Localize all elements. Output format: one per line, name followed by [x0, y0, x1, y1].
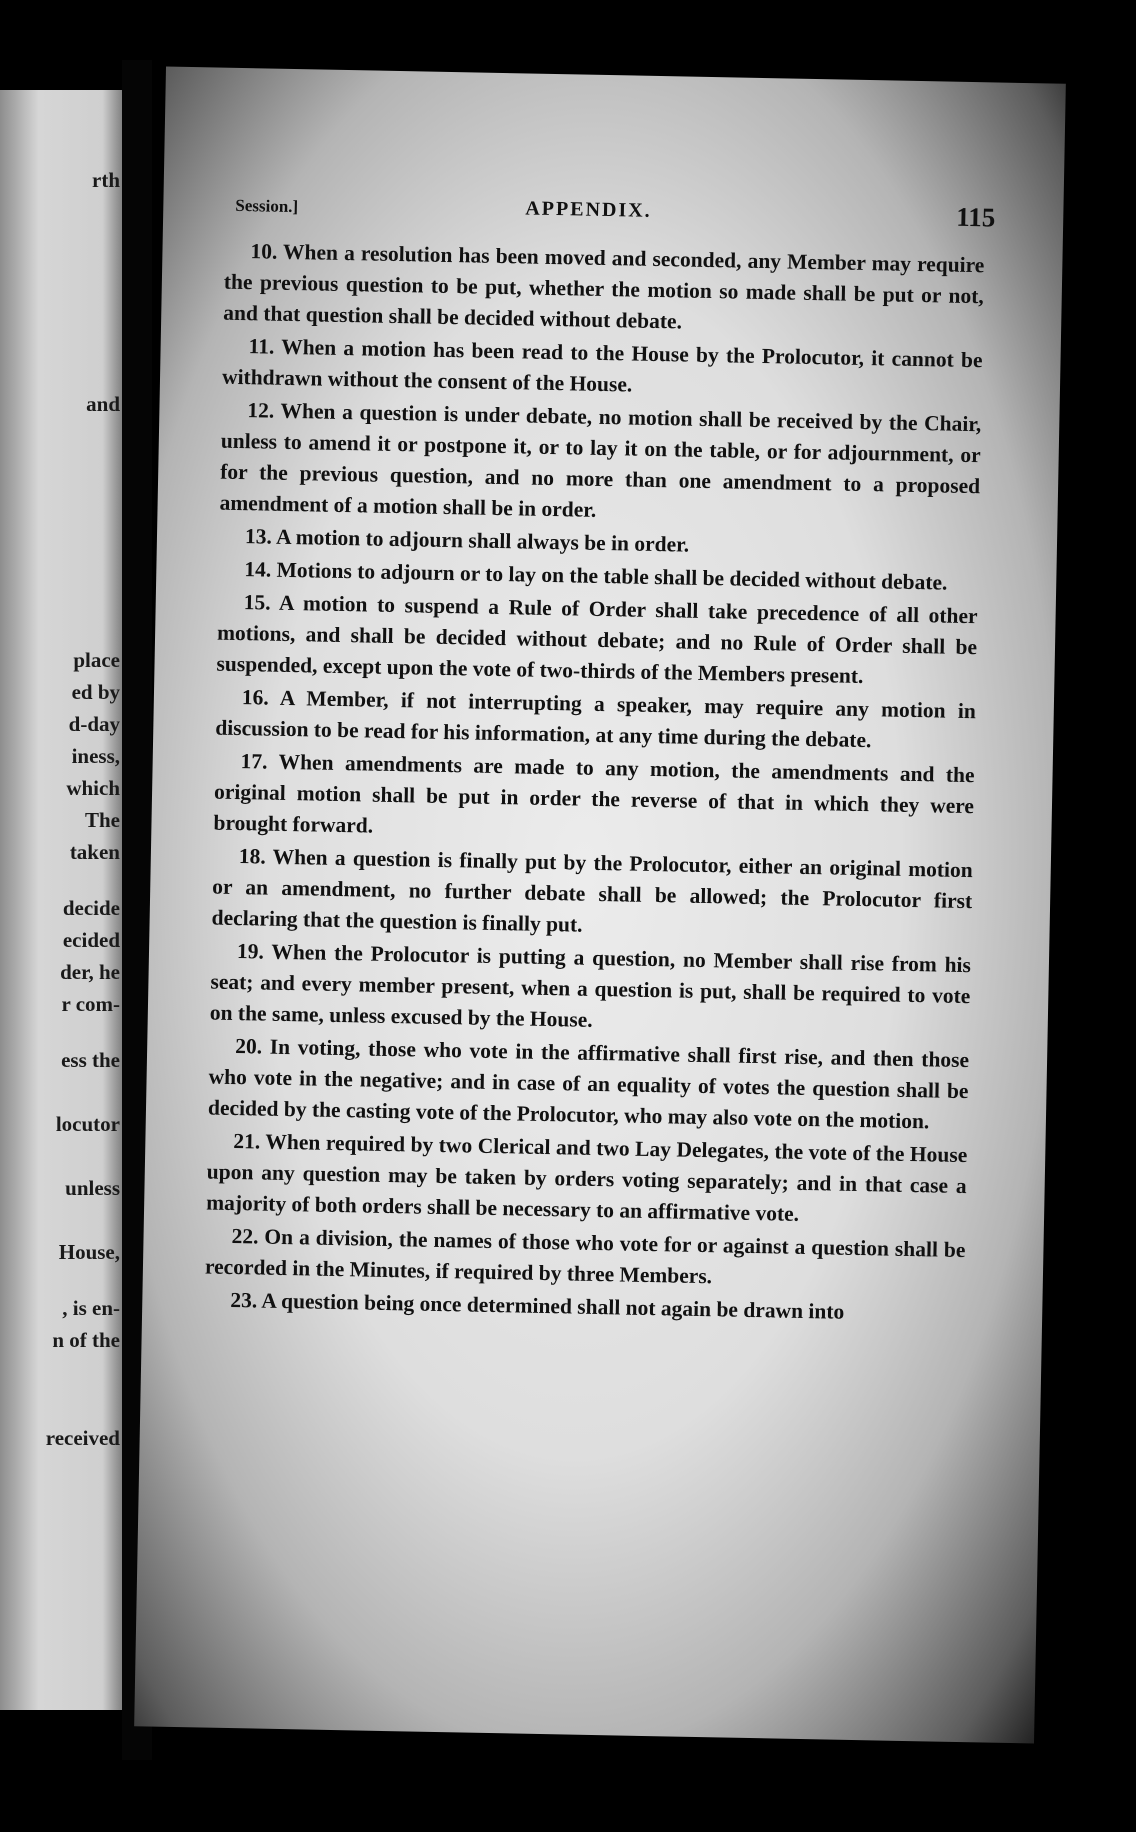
rule-21: 21. When required by two Clerical and two Lay Delegates, the vote of the House upon any question may be taken by orders voting separately; and in that case a majority of both orders shall be necessary to an affirmative vote. — [205, 1129, 968, 1226]
left-fragment: n of the — [52, 1328, 120, 1352]
rule-23: 23. A question being once determined shall not again be drawn into — [230, 1287, 845, 1324]
rule-20: 20. In voting, those who vote in the affirmative shall first rise, and then those who vote in the negative; and in case of an equality of votes the question shall be decided by the casting vote of the Prolocutor, who may also vote on the motion. — [207, 1034, 970, 1134]
rule-15: 15. A motion to suspend a Rule of Order shall take precedence of all other motions, and shall be decided without debate; and no Rule of Order shall be suspended, except upon the vote of two-thirds of the Members present. — [216, 590, 978, 689]
left-fragment: ess the — [61, 1048, 120, 1072]
rule-22: 22. On a division, the names of those who vote for or against a question shall be recorded in the Minutes, if required by three Members. — [204, 1223, 966, 1289]
left-fragment: unless — [65, 1176, 120, 1200]
rule-11: 11. When a motion has been read to the House by the Prolocutor, it cannot be withdrawn without the consent of the House. — [221, 334, 983, 397]
left-fragment: decide — [62, 896, 120, 920]
rule-17: 17. When amendments are made to any motion, the amendments and the original motion shall be put in order the reverse of that in which they were brought forward. — [213, 749, 975, 838]
rules-text — [204, 236, 985, 1332]
rule-13: 13. A motion to adjourn shall always be in order. — [244, 524, 690, 557]
left-fragment: ed by — [71, 680, 120, 704]
left-fragment: , is en- — [62, 1296, 120, 1320]
previous-page-fragment — [0, 90, 128, 1710]
left-fragment: rth — [92, 168, 120, 192]
rule-19: 19. When the Prolocutor is putting a question, no Member shall rise from his seat; and every member present, when a question is put, shall be required to vote on the same, unless excused by the House. — [209, 939, 972, 1032]
rule-18: 18. When a question is finally put by the Prolocutor, either an original motion or an amendment, no further debate shall be allowed; the Prolocutor first declaring that the question is finally put. — [211, 844, 973, 937]
left-fragment: ecided — [62, 928, 120, 952]
left-fragment: iness, — [71, 744, 120, 768]
rule-12: 12. When a question is under debate, no motion shall be received by the Chair, unless to amend it or postpone it, or to lay it on the table, or for adjournment, or for the previous question, and no more than one amendment to a proposed amendment of a motion shall be in order. — [219, 398, 982, 522]
left-fragment: r com- — [61, 992, 120, 1016]
rule-14: 14. Motions to adjourn or to lay on the table shall be decided without debate. — [244, 557, 948, 595]
rule-10: 10. When a resolution has been moved and seconded, any Member may require the previous question to be put, whether the motion so made shall be put or not, and that question shall be decided without debate. — [223, 239, 985, 334]
left-fragment: received — [45, 1426, 120, 1450]
left-fragment: locutor — [55, 1112, 120, 1136]
running-head — [235, 188, 996, 239]
left-fragment: der, he — [60, 960, 120, 984]
book-page — [134, 67, 1066, 1744]
left-fragment: House, — [58, 1240, 120, 1264]
page-title: APPENDIX. — [525, 197, 652, 222]
left-fragment: The — [84, 808, 120, 832]
left-fragment: which — [66, 776, 120, 800]
left-fragment: d-day — [68, 712, 120, 736]
left-fragment: place — [73, 648, 120, 672]
section-label: Session.] — [235, 195, 299, 217]
page-number: 115 — [955, 201, 996, 233]
left-fragment: taken — [69, 840, 120, 864]
left-fragment: and — [86, 392, 120, 416]
rule-16: 16. A Member, if not interrupting a speaker, may require any motion in discussion to be read for his information, at any time during the debate. — [215, 685, 977, 753]
